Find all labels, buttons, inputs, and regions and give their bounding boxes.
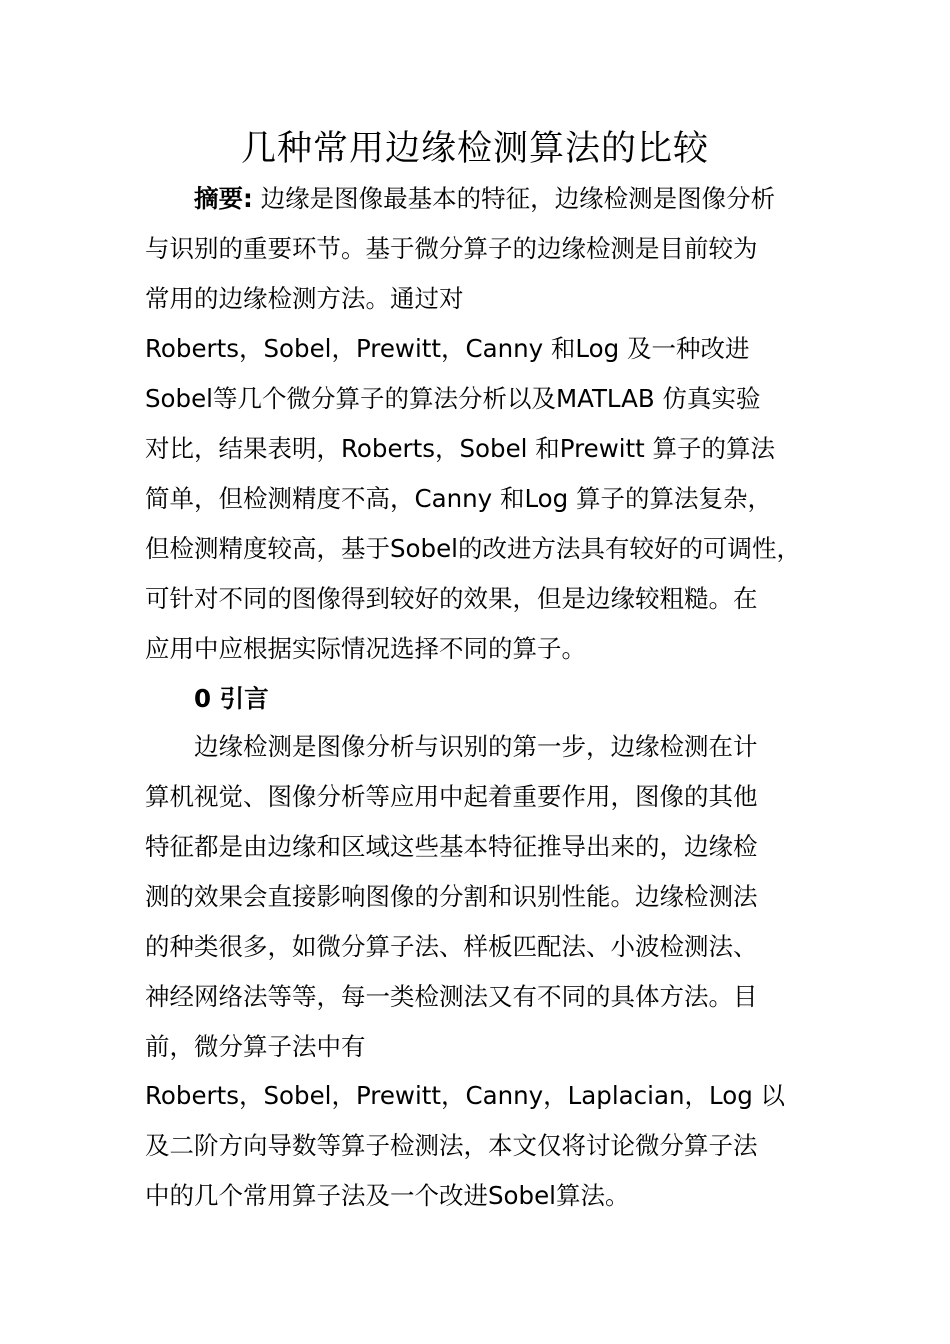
body-line: 测的效果会直接影响图像的分割和识别性能。边缘检测法 xyxy=(145,882,758,911)
body-line: 中的几个常用算子法及一个改进Sobel算法。 xyxy=(145,1181,630,1210)
abstract-line: 但检测精度较高，基于Sobel的改进方法具有较好的可调性， xyxy=(145,534,801,563)
abstract-line: Roberts，Sobel，Prewitt，Canny 和Log 及一种改进 xyxy=(145,334,750,363)
section-heading: 0 引言 xyxy=(194,684,269,713)
body-line: 的种类很多，如微分算子法、样板匹配法、小波检测法、 xyxy=(145,932,758,961)
body-line: Roberts，Sobel，Prewitt，Canny，Laplacian，Log 以 xyxy=(145,1081,786,1110)
body-line: 前，微分算子法中有 xyxy=(145,1032,366,1061)
body-line: 神经网络法等等，每一类检测法又有不同的具体方法。目 xyxy=(145,982,758,1011)
abstract-line: 简单，但检测精度不高，Canny 和Log 算子的算法复杂， xyxy=(145,484,773,513)
body-line: 边缘检测是图像分析与识别的第一步，边缘检测在计 xyxy=(194,732,758,761)
abstract-line: 应用中应根据实际情况选择不同的算子。 xyxy=(145,634,586,663)
abstract-line: 与识别的重要环节。基于微分算子的边缘检测是目前较为 xyxy=(145,234,758,263)
abstract-line: 常用的边缘检测方法。通过对 xyxy=(145,284,464,313)
body-line: 特征都是由边缘和区域这些基本特征推导出来的，边缘检 xyxy=(145,832,758,861)
body-line: 算机视觉、图像分析等应用中起着重要作用，图像的其他 xyxy=(145,782,758,811)
abstract-line: Sobel等几个微分算子的算法分析以及MATLAB 仿真实验 xyxy=(145,384,761,413)
abstract-line: 对比，结果表明，Roberts，Sobel 和Prewitt 算子的算法 xyxy=(145,434,776,463)
body-line: 及二阶方向导数等算子检测法，本文仅将讨论微分算子法 xyxy=(145,1131,758,1160)
abstract-line: 可针对不同的图像得到较好的效果，但是边缘较粗糙。在 xyxy=(145,584,758,613)
document-title: 几种常用边缘检测算法的比较 xyxy=(240,129,709,169)
abstract-label: 摘要: xyxy=(194,184,253,213)
abstract-text: 边缘是图像最基本的特征，边缘检测是图像分析 xyxy=(252,184,776,213)
abstract-paragraph-line xyxy=(194,174,874,224)
